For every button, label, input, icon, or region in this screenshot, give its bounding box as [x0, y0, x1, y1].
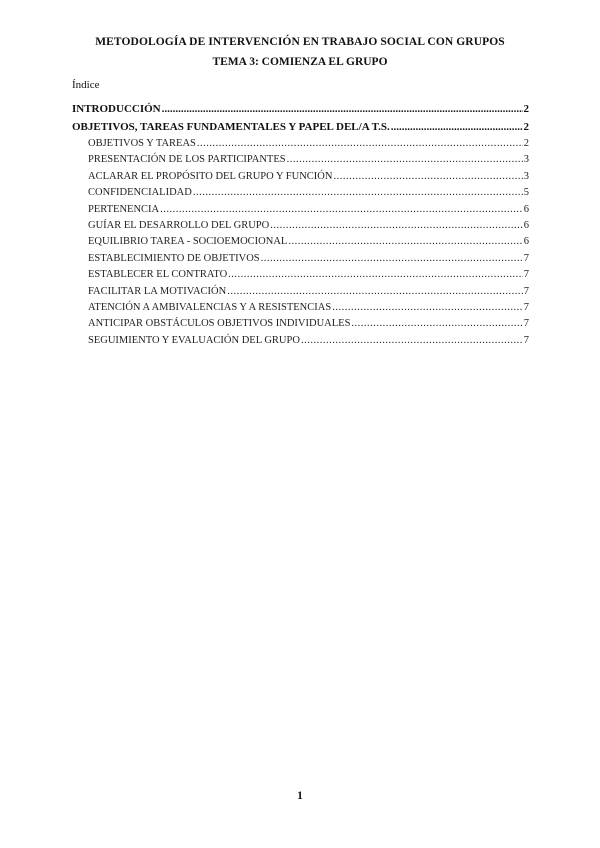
toc-entry-page: 6: [523, 236, 529, 248]
toc-entry-label: ATENCIÓN A AMBIVALENCIAS Y A RESISTENCIAS: [88, 301, 332, 313]
toc-entry-page: 7: [523, 334, 529, 346]
toc-entry-page: 7: [523, 285, 529, 297]
toc-entry-label: ESTABLECER EL CONTRATO: [88, 269, 228, 281]
toc-dot-leader: [197, 136, 523, 152]
toc-entry[interactable]: [72, 152, 529, 168]
toc-entry-label: ESTABLECIMIENTO DE OBJETIVOS: [88, 252, 260, 264]
toc-heading: Índice: [72, 79, 100, 91]
toc-dot-leader: [351, 316, 522, 332]
toc-entry-page: 3: [523, 154, 529, 166]
toc-entry[interactable]: [72, 251, 529, 267]
table-of-contents: [72, 100, 529, 349]
toc-entry-page: 2: [523, 138, 529, 149]
toc-entry-label: EQUILIBRIO TAREA - SOCIOEMOCIONAL: [88, 236, 288, 248]
page-number: 1: [297, 790, 303, 802]
toc-entry[interactable]: [72, 136, 529, 152]
toc-entry-page: 3: [523, 170, 529, 182]
toc-entry-label: CONFIDENCIALIDAD: [88, 187, 192, 199]
toc-entry[interactable]: [72, 333, 529, 349]
toc-entry-page: 7: [523, 269, 529, 281]
toc-entry[interactable]: [72, 284, 529, 300]
toc-dot-leader: [162, 100, 523, 118]
toc-dot-leader: [228, 267, 523, 283]
toc-entry-label: INTRODUCCIÓN: [72, 103, 161, 115]
toc-entry[interactable]: [72, 169, 529, 185]
toc-entry-page: 5: [523, 187, 529, 199]
toc-entry-label: OBJETIVOS Y TAREAS: [88, 138, 196, 149]
toc-entry-page: 6: [523, 219, 529, 231]
toc-entry-page: 7: [523, 301, 529, 313]
toc-dot-leader: [301, 333, 523, 349]
toc-entry[interactable]: [72, 300, 529, 316]
toc-dot-leader: [287, 152, 523, 168]
toc-dot-leader: [270, 218, 523, 234]
toc-entry-page: 7: [523, 318, 529, 330]
toc-entry-label: PERTENENCIA: [88, 203, 160, 215]
toc-entry[interactable]: [72, 100, 529, 118]
toc-entry[interactable]: [72, 267, 529, 283]
toc-entry-page: 6: [523, 203, 529, 215]
toc-dot-leader: [332, 300, 523, 316]
toc-entry-label: PRESENTACIÓN DE LOS PARTICIPANTES: [88, 154, 286, 166]
toc-dot-leader: [391, 118, 523, 136]
toc-entry-label: FACILITAR LA MOTIVACIÓN: [88, 285, 227, 297]
toc-dot-leader: [227, 284, 523, 300]
toc-entry-label: SEGUIMIENTO Y EVALUACIÓN DEL GRUPO: [88, 334, 300, 346]
toc-entry-label: GUÍAR EL DESARROLLO DEL GRUPO: [88, 219, 270, 231]
document-title: METODOLOGÍA DE INTERVENCIÓN EN TRABAJO SOCIAL CON GRUPOS: [95, 36, 505, 48]
toc-entry[interactable]: [72, 218, 529, 234]
toc-dot-leader: [160, 202, 523, 218]
document-subtitle: TEMA 3: COMIENZA EL GRUPO: [212, 56, 388, 68]
toc-entry[interactable]: [72, 185, 529, 201]
toc-entry-label: ACLARAR EL PROPÓSITO DEL GRUPO Y FUNCIÓN: [88, 170, 333, 182]
toc-entry-page: 2: [523, 121, 529, 133]
toc-entry[interactable]: [72, 234, 529, 250]
toc-entry[interactable]: [72, 202, 529, 218]
toc-entry-label: ANTICIPAR OBSTÁCULOS OBJETIVOS INDIVIDUALES: [88, 318, 351, 330]
toc-entry-label: OBJETIVOS, TAREAS FUNDAMENTALES Y PAPEL DEL/A T.S.: [72, 121, 390, 133]
toc-entry[interactable]: [72, 118, 529, 136]
toc-dot-leader: [288, 234, 522, 250]
toc-entry[interactable]: [72, 316, 529, 332]
toc-entry-page: 2: [523, 103, 529, 115]
toc-dot-leader: [261, 251, 523, 267]
toc-entry-page: 7: [523, 252, 529, 264]
toc-dot-leader: [333, 169, 522, 185]
toc-dot-leader: [193, 185, 523, 201]
